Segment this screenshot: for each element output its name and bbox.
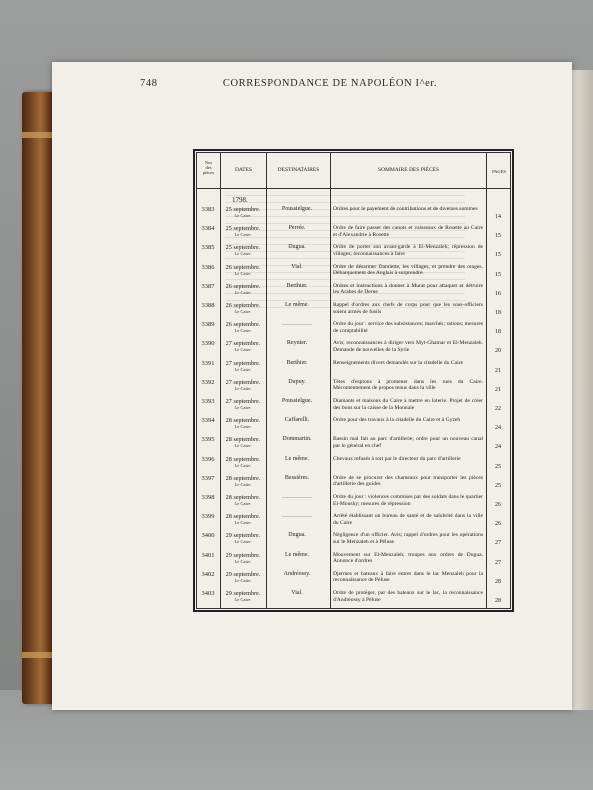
- date-place: Le Caire.: [234, 289, 252, 295]
- piece-page: 15: [495, 271, 501, 278]
- piece-recipient: Dommartin.: [282, 436, 312, 443]
- header-num-line: des: [205, 165, 212, 170]
- table-row: [196, 321, 511, 341]
- date-text: 28 septembre.: [225, 455, 261, 463]
- piece-date: [222, 225, 264, 237]
- date-place: Le Caire.: [234, 520, 252, 526]
- table-row: [196, 283, 511, 303]
- piece-page: 14: [495, 214, 501, 220]
- date-place: Le Caire.: [234, 347, 252, 353]
- date-place: Le Caire.: [234, 213, 252, 218]
- date-place: Le Caire.: [234, 385, 252, 391]
- piece-summary: Ordre de se procurer des chameaux pour transporter les pièces d'artillerie des guides: [333, 474, 483, 488]
- date-text: 29 septembre.: [225, 551, 261, 559]
- table-row: [196, 571, 511, 591]
- date-place: Le Caire.: [234, 366, 252, 372]
- piece-date: [222, 436, 264, 448]
- piece-date: [222, 206, 264, 218]
- date-place: Le Caire.: [234, 270, 252, 276]
- piece-number: 3400: [201, 532, 215, 540]
- piece-date: [222, 513, 264, 525]
- piece-page: 15: [495, 233, 501, 240]
- date-text: 27 septembre.: [225, 398, 261, 405]
- date-text: 28 septembre.: [225, 474, 261, 482]
- piece-date: [222, 302, 264, 314]
- header-dates: DATES: [234, 167, 253, 173]
- table-row: [196, 417, 511, 437]
- piece-number: 3387: [201, 282, 215, 290]
- piece-recipient: Dupuy.: [288, 378, 306, 385]
- piece-number: 3394: [201, 417, 215, 425]
- piece-page: 16: [495, 290, 501, 297]
- piece-number: 3386: [201, 263, 215, 271]
- piece-recipient: Le même.: [285, 455, 309, 462]
- date-text: 26 septembre.: [225, 321, 261, 329]
- piece-summary: Rappel d'ordres aux chefs de corps pour que les sous-officiers soient armés de fusils: [333, 302, 483, 315]
- piece-summary: Diamants et maisons du Caire à mettre en loterie. Projet de créer des bons sur la caisse de la Monnaie: [333, 398, 483, 411]
- piece-recipient: Perrée.: [288, 225, 306, 232]
- date-text: 25 septembre.: [225, 244, 261, 252]
- piece-page: 26: [495, 521, 501, 528]
- piece-recipient: ……………: [282, 513, 312, 520]
- date-text: 26 septembre.: [225, 282, 261, 290]
- date-place: Le Caire.: [234, 232, 252, 238]
- piece-date: [222, 590, 264, 602]
- table-row: [196, 398, 511, 418]
- running-title: CORRESPONDANCE DE NAPOLÉON I^er.: [222, 78, 438, 89]
- book-spine: [22, 92, 56, 704]
- piece-date: [222, 321, 264, 333]
- piece-summary: Ordre pour des travaux à la citadelle du Caire et à Gyzeh: [333, 417, 461, 424]
- piece-summary: Renseignements divers demandés sur la citadelle du Caire: [333, 359, 464, 366]
- piece-summary: Ordre de protéger, par des bateaux sur le lac, la reconnaissance d'Andréossy à Péluse: [333, 590, 483, 603]
- year-label: 1798.: [232, 196, 248, 204]
- date-place: Le Caire.: [234, 443, 252, 449]
- date-text: 29 septembre.: [225, 570, 261, 578]
- piece-recipient: Reynier.: [286, 340, 308, 347]
- piece-date: [222, 283, 264, 295]
- date-text: 28 septembre.: [225, 436, 261, 444]
- piece-date: [222, 475, 264, 487]
- piece-page: 24: [495, 425, 501, 432]
- piece-page: 26: [495, 502, 501, 508]
- piece-page: 21: [495, 367, 501, 374]
- date-text: 27 septembre.: [225, 340, 261, 348]
- piece-summary: Négligence d'un officier. Avis; rappel d'ordres pour les opérations sur le Menzaleh et à Péluse: [333, 532, 483, 545]
- piece-number: 3383: [201, 206, 215, 213]
- piece-summary: Djermes et bateaux à faire entrer dans le lac Menzaleh pour la reconnaissance de Péluse: [333, 570, 483, 584]
- piece-summary: Ordre de porter son avant-garde à El-Menzaleh; répression de villages; reconnaissances à faire: [333, 244, 483, 257]
- piece-page: 27: [495, 559, 501, 566]
- date-text: 25 septembre.: [225, 206, 261, 213]
- header-destinataires: DESTINATAIRES: [277, 167, 320, 173]
- piece-number: 3395: [201, 436, 215, 444]
- header-num-line: pièces: [202, 170, 215, 175]
- date-text: 29 septembre.: [225, 532, 261, 540]
- piece-date: [222, 340, 264, 352]
- piece-date: [222, 398, 264, 410]
- piece-recipient: Berthier.: [286, 282, 308, 289]
- date-place: Le Caire.: [234, 251, 252, 257]
- piece-summary: Ordre du jour : violences commises par des soldats dans le quartier El-Mousky; mesures de répression: [333, 494, 483, 507]
- piece-recipient: Bessières.: [284, 474, 310, 481]
- date-text: 25 septembre.: [225, 225, 261, 233]
- piece-summary: Mouvement sur El-Menzaleh; troupes aux ordres de Dugua. Annonce d'ordres: [333, 551, 483, 565]
- date-place: Le Caire.: [234, 309, 252, 314]
- table-row: [196, 552, 511, 572]
- date-text: 28 septembre.: [225, 494, 261, 501]
- piece-summary: Ordres et instructions à donner à Murat pour attaquer et détruire les Arabes de Derne: [333, 282, 483, 296]
- piece-recipient: Caffarelli.: [284, 417, 310, 424]
- piece-page: 18: [495, 310, 501, 316]
- date-place: Le Caire.: [234, 481, 252, 487]
- piece-recipient: Vial.: [291, 590, 303, 596]
- date-place: Le Caire.: [234, 328, 252, 334]
- piece-recipient: ……………: [282, 494, 312, 500]
- piece-summary: Avis; reconnaissances à diriger vers Myt-Ghamar et El-Menzaleh. Demande de nouvelles de la Syrie: [333, 340, 483, 353]
- piece-date: [222, 264, 264, 276]
- table-row: [196, 225, 511, 245]
- piece-page: 28: [495, 598, 501, 604]
- header-num-line: Nos: [204, 160, 213, 165]
- piece-date: [222, 379, 264, 391]
- piece-number: 3384: [201, 225, 215, 233]
- piece-recipient: Poussielgue.: [281, 206, 313, 212]
- spine-band: [22, 652, 56, 658]
- date-text: 27 septembre.: [225, 359, 261, 367]
- piece-date: [222, 244, 264, 256]
- table-row: [196, 456, 511, 476]
- date-text: 29 septembre.: [225, 590, 261, 597]
- piece-recipient: Vial.: [291, 263, 303, 270]
- date-place: Le Caire.: [234, 539, 252, 545]
- piece-recipient: Dugua.: [288, 244, 306, 251]
- piece-page: 22: [495, 406, 501, 412]
- piece-date: [222, 571, 264, 583]
- date-place: Le Caire.: [234, 424, 252, 430]
- piece-recipient: Le même.: [285, 551, 309, 558]
- date-place: Le Caire.: [234, 405, 252, 410]
- piece-recipient: Poussielgue.: [281, 398, 313, 404]
- piece-page: 15: [495, 252, 501, 259]
- piece-date: [222, 552, 264, 564]
- piece-number: 3388: [201, 302, 215, 309]
- date-text: 26 septembre.: [225, 302, 261, 309]
- piece-number: 3398: [201, 494, 215, 501]
- piece-summary: Bassin mal fait au parc d'artillerie; ordre pour un nouveau canal par le général en chef: [333, 436, 483, 449]
- spine-band: [22, 132, 56, 138]
- piece-number: 3401: [201, 551, 215, 559]
- piece-recipient: Le même.: [285, 302, 309, 308]
- page-number: 748: [140, 78, 158, 89]
- table-row: [196, 360, 511, 380]
- piece-recipient: Andréossy.: [283, 570, 311, 577]
- table-row: [196, 340, 511, 360]
- piece-number: 3402: [201, 570, 215, 578]
- table-row: [196, 379, 511, 399]
- piece-recipient: ……………: [282, 321, 312, 328]
- table-row: [196, 206, 511, 226]
- date-text: 28 septembre.: [225, 513, 261, 521]
- piece-number: 3385: [201, 244, 215, 252]
- piece-date: [222, 456, 264, 468]
- header-num: [197, 160, 220, 175]
- piece-summary: Arrêté établissant un bureau de santé et de salubrité dans la ville du Caire: [333, 513, 483, 526]
- table-row: [196, 532, 511, 552]
- table-row: [196, 302, 511, 322]
- piece-number: 3389: [201, 321, 215, 329]
- date-place: Le Caire.: [234, 577, 252, 583]
- date-text: 27 septembre.: [225, 378, 261, 386]
- table-row: [196, 513, 511, 533]
- piece-page: 27: [495, 540, 501, 547]
- piece-date: [222, 532, 264, 544]
- piece-page: 28: [495, 578, 501, 585]
- header-rule: [196, 188, 511, 189]
- date-place: Le Caire.: [234, 558, 252, 564]
- piece-number: 3391: [201, 359, 215, 367]
- piece-number: 3390: [201, 340, 215, 348]
- piece-page: 18: [495, 329, 501, 336]
- piece-number: 3403: [201, 590, 215, 597]
- piece-summary: Têtes d'espions à promener dans les rues du Caire. Mécontentement de propos tenus dans la ville: [333, 378, 483, 392]
- piece-page: 25: [495, 463, 501, 470]
- piece-date: [222, 417, 264, 429]
- piece-number: 3397: [201, 474, 215, 482]
- piece-number: 3393: [201, 398, 215, 405]
- date-place: Le Caire.: [234, 501, 252, 506]
- piece-summary: Ordre du jour : service des subsistances; marchés; rations; mesures de comptabilité: [333, 321, 483, 334]
- piece-date: [222, 360, 264, 372]
- piece-page: 21: [495, 386, 501, 393]
- piece-summary: Ordre de faire passer des canots et vaisseaux de Rosette au Caire et d'Alexandrie à Rosette: [333, 225, 483, 238]
- table-row: [196, 475, 511, 495]
- table-row: [196, 436, 511, 456]
- header-pages: PAGES: [492, 169, 506, 174]
- table-row: [196, 264, 511, 284]
- piece-summary: Ordres pour le payement de contributions et de diverses sommes: [333, 206, 478, 212]
- piece-page: 20: [495, 348, 501, 355]
- date-place: Le Caire.: [234, 597, 252, 602]
- piece-date: [222, 494, 264, 506]
- piece-recipient: Dugua.: [288, 532, 306, 539]
- table-row: [196, 590, 511, 610]
- piece-summary: Ordre de désarmer Damiette, les villages, et prendre des otages. Débarquement des Anglais à surprendre.: [333, 263, 483, 277]
- piece-number: 3399: [201, 513, 215, 521]
- piece-page: 24: [495, 444, 501, 451]
- date-text: 26 septembre.: [225, 263, 261, 271]
- table-row: [196, 244, 511, 264]
- piece-recipient: Berthier.: [286, 359, 308, 366]
- piece-number: 3392: [201, 378, 215, 386]
- piece-summary: Chevaux refusés à tort par le directeur du parc d'artillerie: [333, 455, 461, 462]
- table-row: [196, 494, 511, 514]
- piece-page: 25: [495, 482, 501, 489]
- date-text: 28 septembre.: [225, 417, 261, 425]
- piece-number: 3396: [201, 455, 215, 463]
- header-sommaire: SOMMAIRE DES PIÈCES: [377, 167, 440, 173]
- date-place: Le Caire.: [234, 462, 252, 468]
